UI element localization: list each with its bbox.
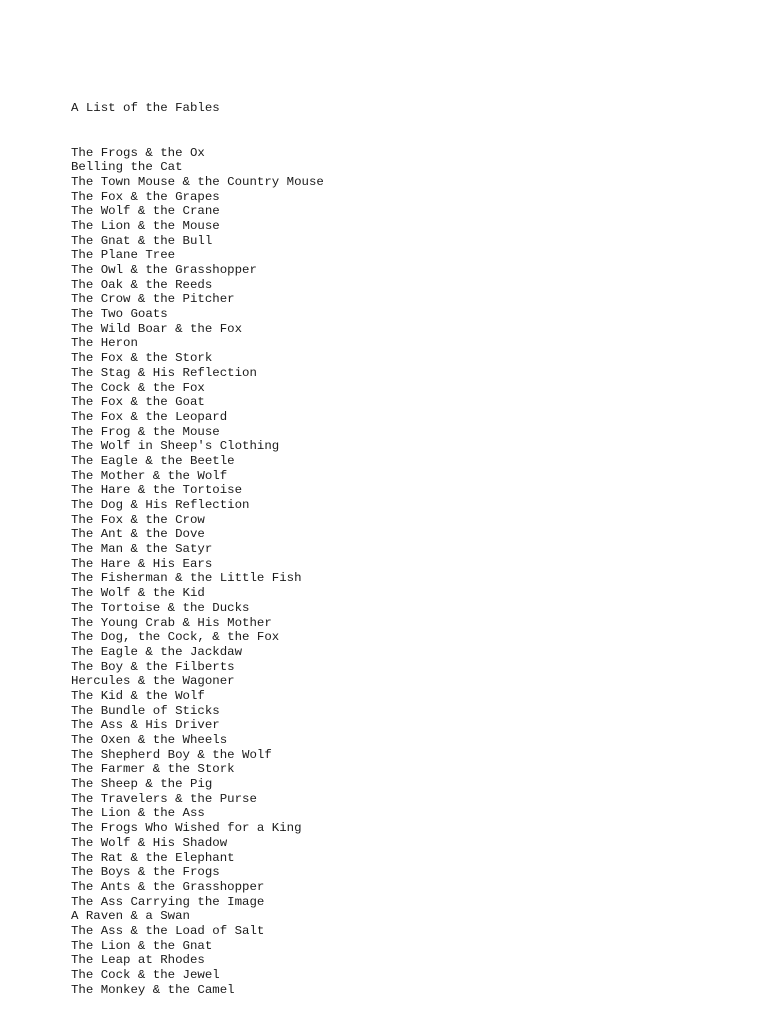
fable-title-line: The Mother & the Wolf (71, 468, 228, 483)
fable-title-line: The Plane Tree (71, 248, 176, 263)
fable-title-line: The Dog, the Cock, & the Fox (71, 630, 280, 645)
fable-title-line: The Gnat & the Bull (71, 233, 213, 248)
fable-title-line: The Wild Boar & the Fox (71, 321, 243, 336)
fable-title-line: The Frogs Who Wished for a King (71, 821, 302, 836)
fable-title-line: The Cock & the Fox (71, 380, 205, 395)
fable-title-line: The Town Mouse & the Country Mouse (71, 174, 324, 189)
fable-title-line: The Rat & the Elephant (71, 850, 235, 865)
fable-title-line: The Shepherd Boy & the Wolf (71, 747, 272, 762)
fable-title-line: The Kid & the Wolf (71, 688, 205, 703)
fable-title-line: The Bundle of Sticks (71, 703, 220, 718)
fable-title-line: The Ass & the Load of Salt (71, 923, 265, 938)
fable-title-line: The Leap at Rhodes (71, 953, 205, 968)
fable-title-line: The Wolf & the Crane (71, 204, 220, 219)
fable-title-line: The Dog & His Reflection (71, 498, 250, 512)
fable-title-line: Hercules & the Wagoner (71, 674, 235, 689)
fable-title-line: The Farmer & the Stork (71, 762, 235, 777)
fable-title-line: The Lion & the Gnat (71, 938, 213, 953)
fable-title-line: The Heron (71, 336, 138, 351)
fable-title-line: The Fox & the Stork (71, 351, 213, 366)
fable-title-line: The Fox & the Goat (71, 395, 205, 410)
fable-title-line: The Eagle & the Beetle (71, 453, 235, 468)
fable-title-line: The Sheep & the Pig (71, 777, 213, 792)
fable-title-line: The Young Crab & His Mother (71, 615, 272, 630)
fable-title-line: The Frog & the Mouse (71, 424, 220, 439)
fable-title-line: The Lion & the Mouse (71, 218, 220, 233)
fable-title-line: The Fox & the Crow (71, 512, 205, 527)
fable-title-line: The Wolf & His Shadow (71, 835, 228, 850)
fable-title-line: The Ants & the Grasshopper (71, 879, 265, 894)
fable-title-line: The Man & the Satyr (71, 542, 213, 557)
fable-list (71, 72, 324, 997)
fable-title-line: The Boys & the Frogs (71, 865, 220, 880)
fable-title-line: The Travelers & the Purse (71, 791, 257, 806)
fable-title-line: The Monkey & the Camel (71, 982, 235, 997)
fable-title-line: The Frogs & the Ox (71, 145, 205, 160)
fable-title-line: The Fisherman & the Little Fish (71, 571, 302, 586)
fable-title-line: The Boy & the Filberts (71, 659, 235, 674)
fable-title-line: The Lion & the Ass (71, 806, 205, 821)
fable-title-line: The Eagle & the Jackdaw (71, 644, 243, 659)
fable-title-line: The Crow & the Pitcher (71, 292, 235, 307)
fable-title-line: The Ass & His Driver (71, 718, 220, 733)
fable-title-line: The Stag & His Reflection (71, 365, 257, 380)
document-title: A List of the Fables (71, 101, 220, 116)
fable-title-line: The Cock & the Jewel (71, 968, 220, 982)
fable-title-line: The Hare & the Tortoise (71, 483, 243, 498)
fable-title-line: The Fox & the Grapes (71, 189, 220, 204)
fable-title-line: The Tortoise & the Ducks (71, 600, 250, 615)
fable-title-line: The Oak & the Reeds (71, 277, 213, 292)
fable-title-line: The Oxen & the Wheels (71, 733, 228, 747)
fable-title-line: A Raven & a Swan (71, 909, 190, 924)
fable-title-line: The Fox & the Leopard (71, 409, 228, 424)
fable-title-line: The Ass Carrying the Image (71, 894, 265, 909)
fable-title-line: The Wolf in Sheep's Clothing (71, 439, 280, 454)
fable-title-line: The Wolf & the Kid (71, 586, 205, 601)
fable-title-line: The Two Goats (71, 307, 168, 322)
fable-title-line: The Ant & the Dove (71, 527, 205, 542)
fable-title-line: The Owl & the Grasshopper (71, 263, 257, 277)
fable-title-line: The Hare & His Ears (71, 556, 213, 571)
fable-title-line: Belling the Cat (71, 160, 183, 175)
